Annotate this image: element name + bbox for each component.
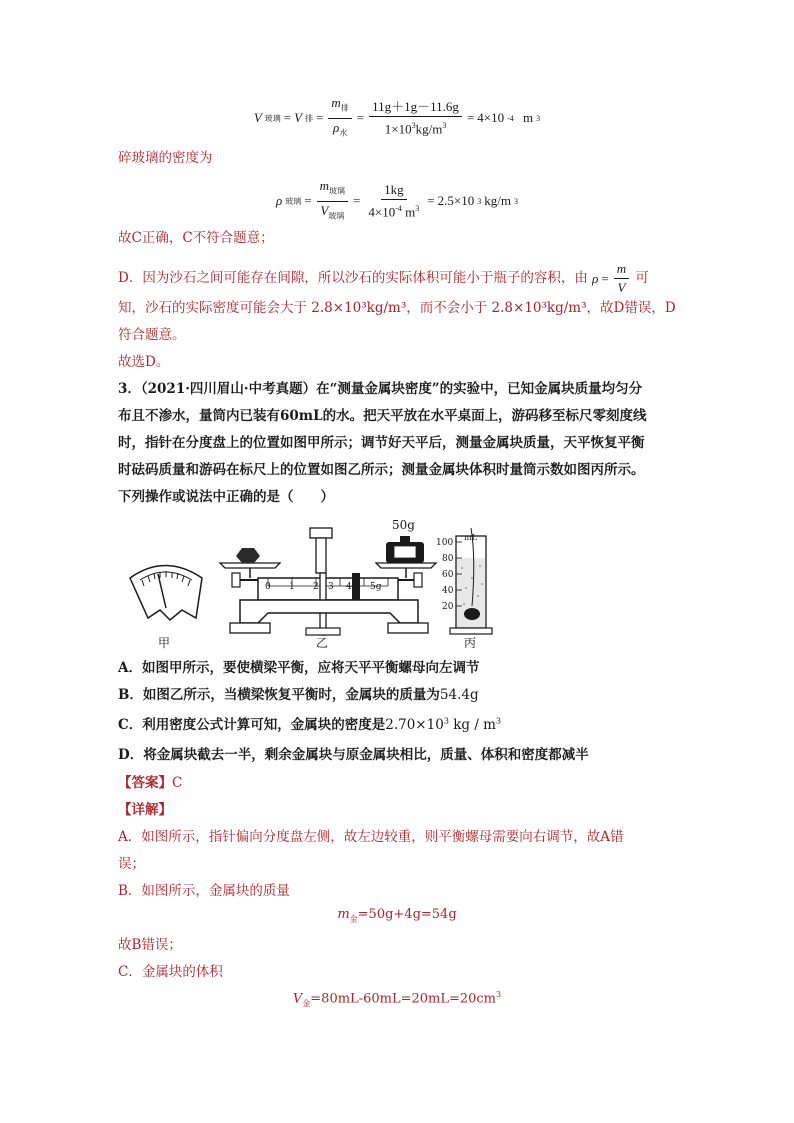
eq-unit: m (523, 110, 534, 126)
frac-denominator: 4×10 (368, 204, 396, 220)
eq-exponent: 3 (415, 203, 420, 213)
frac-denominator: ρ (332, 119, 340, 135)
q3-line-3: 时，指针在分度盘上的位置如图甲所示；调节好天平后，测量金属块质量，天平恢复平衡 (118, 435, 645, 451)
eq-exponent: 3 (477, 196, 482, 206)
eq-rhs: =80mL-60mL=20mL=20cm (310, 991, 497, 1007)
eq-exponent: 3 (496, 990, 502, 999)
q3-line-4: 时砝码质量和游码在标尺上的位置如图乙所示；测量金属块体积时量筒示数如图丙所示。 (118, 462, 645, 478)
option-c-unit-exponent: 3 (495, 716, 502, 726)
eq-symbol: V (253, 110, 262, 126)
figure-label-bing: 丙 (464, 636, 477, 650)
detail-a-line-2: 误； (118, 856, 145, 872)
cylinder-unit: mL (464, 533, 477, 542)
eq-exponent: 3 (513, 196, 518, 206)
d-text: 可 (635, 270, 649, 286)
dial-jia (130, 566, 202, 621)
b-conclusion: 故B错误； (118, 937, 182, 953)
eq-symbol: ρ (276, 193, 283, 209)
eq-subscript: 金 (349, 914, 358, 924)
eq-subscript: 玻璃 (328, 211, 345, 221)
scale-tick-0: 0 (265, 582, 271, 592)
eq-subscript: 玻璃 (264, 113, 281, 123)
eq-subscript: 玻璃 (285, 196, 302, 206)
frac-numerator: 11g＋1g－11.6g (369, 99, 462, 117)
mass-equation (0, 907, 794, 925)
option-b-value: 54.4g (439, 687, 479, 703)
eq-result: 2.5×10 (437, 193, 475, 209)
answer-value: C (172, 775, 183, 791)
q3-line-2: 布且不渗水，量筒内已装有60mL的水。把天平放在水平桌面上，游码移至标尺零刻度线 (118, 408, 647, 424)
eq-exponent: -4 (395, 203, 402, 213)
d-explanation-line-1 (118, 261, 649, 296)
weight-label: 50g (392, 518, 415, 532)
frac-denominator: 1×10 (384, 121, 412, 137)
density-formula: ρ = $\frac{m}{V}$ (592, 261, 631, 296)
equation-volume: V 玻璃 = V 排 = $\frac{m_排}{\rho_水}$ = $\frac{11g+1g-11.6g}{1\times 10^3kg/m^3}$ = 4×10 -4 m 3 (0, 95, 794, 141)
detail-b: B．如图所示，金属块的质量 (118, 883, 290, 899)
eq-subscript: 金 (302, 998, 311, 1008)
eq-result: 4×10 (477, 110, 505, 126)
volume-equation (0, 990, 794, 1009)
figure-drawing (120, 518, 520, 648)
cylinder-tick-100: 100 (436, 538, 454, 548)
eq-exponent: 3 (411, 120, 416, 130)
figure-label-yi: 乙 (316, 636, 329, 650)
eq-subscript: 水 (339, 128, 348, 138)
answer-label: 【答案】 (118, 775, 172, 791)
answer-line (118, 771, 182, 791)
option-b (118, 683, 479, 703)
density-label: 碎玻璃的密度为 (118, 150, 213, 166)
equation-density: ρ 玻璃 = $\frac{m_{玻璃}}{V_{玻璃}}$ = $\frac{1kg}{4\times 10^{-4} m^3}$ = 2.5×10 3 kg/m 3 (0, 178, 794, 224)
option-b-text: B．如图乙所示，当横梁恢复平衡时，金属块的质量为 (118, 687, 440, 703)
cylinder-tick-80: 80 (442, 554, 454, 564)
figure-label-jia: 甲 (158, 636, 171, 650)
cylinder-tick-40: 40 (442, 586, 454, 596)
eq-exponent: -4 (507, 113, 514, 123)
option-c-text: C．利用密度公式计算可知，金属块的密度是 (118, 717, 386, 733)
detail-label: 【详解】 (118, 802, 172, 818)
detail-a-line-1: A．如图所示，指针偏向分度盘左侧，故左边较重，则平衡螺母需要向右调节，故A错 (118, 829, 624, 845)
d-explanation-line-2: 知，沙石的实际密度可能会大于 2.8×10³kg/m³，而不会小于 2.8×10³kg/m³，故D错误，D (118, 300, 676, 316)
eq-exponent: 3 (442, 120, 447, 130)
option-d: D．将金属块截去一半，剩余金属块与原金属块相比，质量、体积和密度都减半 (118, 747, 589, 763)
frac-numerator: m (319, 178, 330, 193)
final-choice: 故选D。 (118, 354, 170, 370)
fraction (612, 261, 631, 296)
eq-unit: kg/m (484, 193, 511, 209)
scale-tick-4: 4 (346, 582, 352, 592)
fraction (363, 182, 424, 220)
scale-tick-1: 1 (289, 582, 295, 592)
eq-symbol: ρ (592, 270, 599, 286)
option-c (118, 713, 501, 733)
fraction (326, 95, 353, 141)
d-text: D．因为沙石之间可能存在间隙，所以沙石的实际体积可能小于瓶子的容积，由 (118, 270, 588, 286)
eq-unit: m (405, 204, 416, 220)
experiment-figure (120, 518, 520, 648)
frac-denominator: V (320, 202, 329, 218)
scale-tick-2: 2 (313, 582, 319, 592)
option-c-unit: kg / m (453, 717, 496, 733)
option-c-value: 2.70×10 (385, 717, 444, 733)
eq-subscript: 排 (340, 103, 349, 113)
scale-tick-3: 3 (328, 582, 334, 592)
frac-numerator: 1kg (381, 182, 407, 200)
eq-symbol: V (294, 110, 303, 126)
c-conclusion: 故C正确，C不符合题意； (118, 230, 274, 246)
eq-rhs: =50g+4g=54g (357, 907, 457, 922)
eq-symbol: V (292, 991, 303, 1007)
frac-numerator: m (614, 261, 629, 279)
detail-c: C．金属块的体积 (118, 964, 223, 980)
eq-subscript: 排 (305, 113, 314, 123)
q3-line-1: 3．（2021·四川眉山·中考真题）在“测量金属块密度”的实验中，已知金属块质量均匀分 (118, 381, 643, 397)
frac-denominator: V (617, 280, 626, 295)
option-a: A．如图甲所示，要使横梁平衡，应将天平平衡螺母向左调节 (118, 660, 480, 676)
q3-line-5: 下列操作或说法中正确的是（ ） (118, 489, 334, 505)
eq-subscript: 玻璃 (329, 186, 346, 196)
fraction (367, 99, 464, 137)
d-explanation-line-3: 符合题意。 (118, 327, 186, 343)
scale-tick-5g: 5g (370, 582, 382, 592)
eq-unit: kg/m (415, 121, 443, 137)
cylinder-tick-60: 60 (442, 570, 454, 580)
option-c-exponent: 3 (443, 716, 449, 726)
cylinder-bing (450, 528, 492, 634)
fraction (315, 178, 350, 224)
eq-symbol: m (337, 907, 350, 922)
cylinder-tick-20: 20 (442, 602, 454, 612)
eq-exponent: 3 (536, 113, 541, 123)
frac-numerator: m (331, 95, 341, 110)
